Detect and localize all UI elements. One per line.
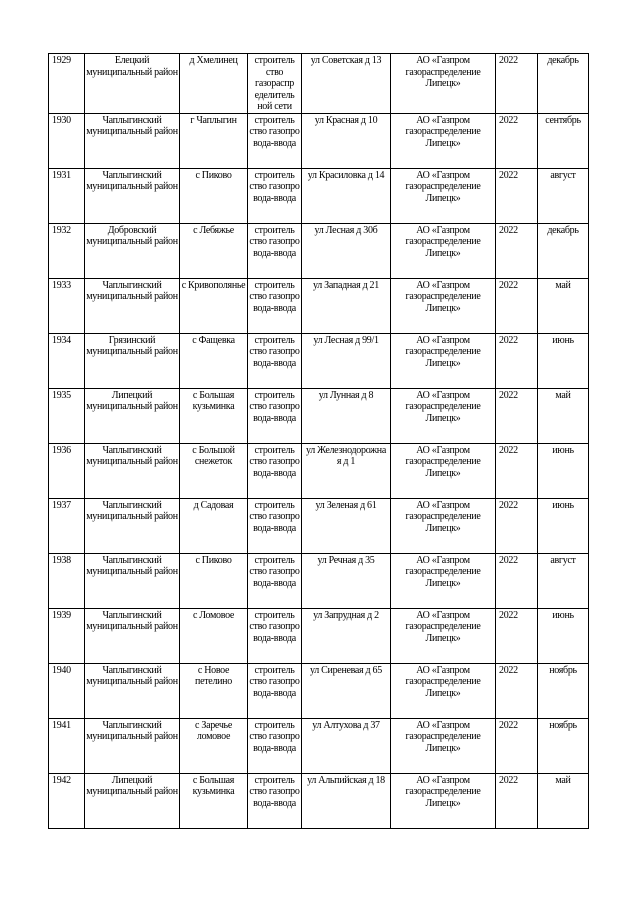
district-cell: Чаплыгинский муниципальный район bbox=[85, 443, 180, 498]
work-type-cell: строитель ство газопро вода-ввода bbox=[248, 333, 302, 388]
month-cell: июнь bbox=[538, 443, 589, 498]
district-cell: Чаплыгинский муниципальный район bbox=[85, 168, 180, 223]
district-cell: Липецкий муниципальный район bbox=[85, 388, 180, 443]
settlement-cell: с Ломовое bbox=[180, 608, 248, 663]
year-cell: 2022 bbox=[496, 278, 538, 333]
organization-cell: АО «Газпром газораспределение Липецк» bbox=[391, 113, 496, 168]
year-cell: 2022 bbox=[496, 718, 538, 773]
district-cell: Добровский муниципальный район bbox=[85, 223, 180, 278]
organization-cell: АО «Газпром газораспределение Липецк» bbox=[391, 333, 496, 388]
table-row bbox=[49, 168, 589, 223]
settlement-cell: с Заречье ломовое bbox=[180, 718, 248, 773]
year-cell: 2022 bbox=[496, 113, 538, 168]
organization-cell: АО «Газпром газораспределение Липецк» bbox=[391, 498, 496, 553]
address-cell: ул Алтухова д 37 bbox=[302, 718, 391, 773]
settlement-cell: д Садовая bbox=[180, 498, 248, 553]
month-cell: июнь bbox=[538, 333, 589, 388]
row-number-cell: 1939 bbox=[49, 608, 85, 663]
address-cell: ул Красная д 10 bbox=[302, 113, 391, 168]
year-cell: 2022 bbox=[496, 608, 538, 663]
district-cell: Чаплыгинский муниципальный район bbox=[85, 553, 180, 608]
year-cell: 2022 bbox=[496, 223, 538, 278]
row-number-cell: 1931 bbox=[49, 168, 85, 223]
month-cell: август bbox=[538, 553, 589, 608]
row-number-cell: 1936 bbox=[49, 443, 85, 498]
address-cell: ул Зеленая д 61 bbox=[302, 498, 391, 553]
address-cell: ул Запрудная д 2 bbox=[302, 608, 391, 663]
address-cell: ул Лесная д 30б bbox=[302, 223, 391, 278]
row-number-cell: 1937 bbox=[49, 498, 85, 553]
organization-cell: АО «Газпром газораспределение Липецк» bbox=[391, 608, 496, 663]
row-number-cell: 1933 bbox=[49, 278, 85, 333]
work-type-cell: строитель ство газопро вода-ввода bbox=[248, 443, 302, 498]
organization-cell: АО «Газпром газораспределение Липецк» bbox=[391, 663, 496, 718]
district-cell: Грязинский муниципальный район bbox=[85, 333, 180, 388]
row-number-cell: 1941 bbox=[49, 718, 85, 773]
district-cell: Чаплыгинский муниципальный район bbox=[85, 718, 180, 773]
work-type-cell: строитель ство газопро вода-ввода bbox=[248, 168, 302, 223]
year-cell: 2022 bbox=[496, 54, 538, 114]
month-cell: сентябрь bbox=[538, 113, 589, 168]
district-cell: Чаплыгинский муниципальный район bbox=[85, 113, 180, 168]
settlement-cell: с Большая кузьминка bbox=[180, 773, 248, 828]
year-cell: 2022 bbox=[496, 773, 538, 828]
district-cell: Елецкий муниципальный район bbox=[85, 54, 180, 114]
table-row bbox=[49, 54, 589, 114]
month-cell: июнь bbox=[538, 498, 589, 553]
row-number-cell: 1940 bbox=[49, 663, 85, 718]
table-row bbox=[49, 718, 589, 773]
address-cell: ул Лесная д 99/1 bbox=[302, 333, 391, 388]
year-cell: 2022 bbox=[496, 443, 538, 498]
year-cell: 2022 bbox=[496, 663, 538, 718]
table-row bbox=[49, 333, 589, 388]
district-cell: Чаплыгинский муниципальный район bbox=[85, 663, 180, 718]
work-type-cell: строитель ство газопро вода-ввода bbox=[248, 773, 302, 828]
address-cell: ул Речная д 35 bbox=[302, 553, 391, 608]
year-cell: 2022 bbox=[496, 388, 538, 443]
row-number-cell: 1930 bbox=[49, 113, 85, 168]
row-number-cell: 1929 bbox=[49, 54, 85, 114]
organization-cell: АО «Газпром газораспределение Липецк» bbox=[391, 773, 496, 828]
settlement-cell: с Пиково bbox=[180, 553, 248, 608]
month-cell: май bbox=[538, 773, 589, 828]
address-cell: ул Советская д 13 bbox=[302, 54, 391, 114]
settlement-cell: с Большая кузьминка bbox=[180, 388, 248, 443]
address-cell: ул Западная д 21 bbox=[302, 278, 391, 333]
month-cell: июнь bbox=[538, 608, 589, 663]
month-cell: май bbox=[538, 278, 589, 333]
address-cell: ул Красиловка д 14 bbox=[302, 168, 391, 223]
year-cell: 2022 bbox=[496, 333, 538, 388]
organization-cell: АО «Газпром газораспределение Липецк» bbox=[391, 443, 496, 498]
work-type-cell: строитель ство газопро вода-ввода bbox=[248, 498, 302, 553]
month-cell: декабрь bbox=[538, 54, 589, 114]
work-type-cell: строитель ство газораспр еделитель ной сети bbox=[248, 54, 302, 114]
table-row bbox=[49, 223, 589, 278]
year-cell: 2022 bbox=[496, 553, 538, 608]
table-row bbox=[49, 388, 589, 443]
settlement-cell: с Кривополянье bbox=[180, 278, 248, 333]
work-type-cell: строитель ство газопро вода-ввода bbox=[248, 718, 302, 773]
table-row bbox=[49, 443, 589, 498]
row-number-cell: 1942 bbox=[49, 773, 85, 828]
settlement-cell: с Новое петелино bbox=[180, 663, 248, 718]
organization-cell: АО «Газпром газораспределение Липецк» bbox=[391, 718, 496, 773]
settlement-cell: с Фащевка bbox=[180, 333, 248, 388]
settlement-cell: с Пиково bbox=[180, 168, 248, 223]
district-cell: Липецкий муниципальный район bbox=[85, 773, 180, 828]
address-cell: ул Сиреневая д 65 bbox=[302, 663, 391, 718]
table-row bbox=[49, 553, 589, 608]
table-row bbox=[49, 113, 589, 168]
row-number-cell: 1938 bbox=[49, 553, 85, 608]
row-number-cell: 1935 bbox=[49, 388, 85, 443]
organization-cell: АО «Газпром газораспределение Липецк» bbox=[391, 278, 496, 333]
year-cell: 2022 bbox=[496, 498, 538, 553]
address-cell: ул Железнодорожна я д 1 bbox=[302, 443, 391, 498]
work-type-cell: строитель ство газопро вода-ввода bbox=[248, 663, 302, 718]
work-type-cell: строитель ство газопро вода-ввода bbox=[248, 553, 302, 608]
work-type-cell: строитель ство газопро вода-ввода bbox=[248, 113, 302, 168]
month-cell: ноябрь bbox=[538, 663, 589, 718]
work-type-cell: строитель ство газопро вода-ввода bbox=[248, 608, 302, 663]
table-row bbox=[49, 498, 589, 553]
year-cell: 2022 bbox=[496, 168, 538, 223]
organization-cell: АО «Газпром газораспределение Липецк» bbox=[391, 168, 496, 223]
document-table bbox=[48, 53, 589, 829]
address-cell: ул Альпийская д 18 bbox=[302, 773, 391, 828]
month-cell: май bbox=[538, 388, 589, 443]
organization-cell: АО «Газпром газораспределение Липецк» bbox=[391, 223, 496, 278]
district-cell: Чаплыгинский муниципальный район bbox=[85, 608, 180, 663]
month-cell: декабрь bbox=[538, 223, 589, 278]
row-number-cell: 1934 bbox=[49, 333, 85, 388]
settlement-cell: д Хмелинец bbox=[180, 54, 248, 114]
row-number-cell: 1932 bbox=[49, 223, 85, 278]
settlement-cell: с Лебяжье bbox=[180, 223, 248, 278]
organization-cell: АО «Газпром газораспределение Липецк» bbox=[391, 54, 496, 114]
table-row bbox=[49, 278, 589, 333]
table-row bbox=[49, 663, 589, 718]
table-body bbox=[49, 54, 589, 829]
address-cell: ул Лунная д 8 bbox=[302, 388, 391, 443]
settlement-cell: с Большой снежеток bbox=[180, 443, 248, 498]
month-cell: август bbox=[538, 168, 589, 223]
work-type-cell: строитель ство газопро вода-ввода bbox=[248, 223, 302, 278]
settlement-cell: г Чаплыгин bbox=[180, 113, 248, 168]
work-type-cell: строитель ство газопро вода-ввода bbox=[248, 278, 302, 333]
organization-cell: АО «Газпром газораспределение Липецк» bbox=[391, 553, 496, 608]
month-cell: ноябрь bbox=[538, 718, 589, 773]
organization-cell: АО «Газпром газораспределение Липецк» bbox=[391, 388, 496, 443]
work-type-cell: строитель ство газопро вода-ввода bbox=[248, 388, 302, 443]
district-cell: Чаплыгинский муниципальный район bbox=[85, 278, 180, 333]
table-row bbox=[49, 773, 589, 828]
table-row bbox=[49, 608, 589, 663]
district-cell: Чаплыгинский муниципальный район bbox=[85, 498, 180, 553]
